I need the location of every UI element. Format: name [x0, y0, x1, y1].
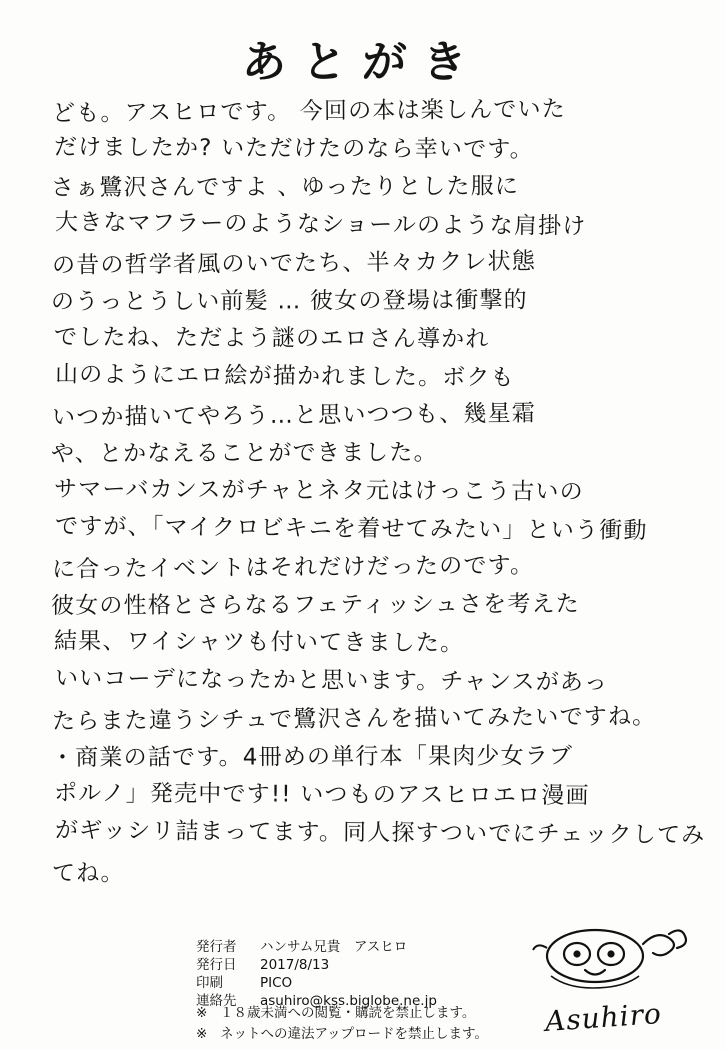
- colophon-row: [196, 956, 437, 974]
- author-signature: [517, 920, 707, 1040]
- body-line: に合ったイベントはそれだけだったのです。: [51, 552, 535, 583]
- body-line: たらまた違うシチュで鷺沢さんを描いてみたいですね。: [51, 703, 657, 735]
- colophon-label: 印刷: [196, 975, 223, 991]
- colophon-value: ハンサム兄貴 アスヒロ: [260, 939, 408, 955]
- body-line: の昔の哲学者風のいでたち、半々カクレ状態: [51, 248, 537, 279]
- body-line: でしたね、ただよう謎のエロさん導かれ: [53, 324, 490, 353]
- body-line: ですが、「マイクロビキニを着せてみたい」という衝動: [54, 513, 648, 545]
- body-line: ポルノ」発売中です!! いつものアスヒロエロ漫画: [53, 780, 590, 810]
- body-line: てね。: [51, 860, 125, 887]
- colophon-value: PICO: [260, 975, 293, 991]
- body-line: だけましたか? いただけたのなら幸いです。: [53, 134, 534, 163]
- notice-row: [196, 1003, 488, 1024]
- body-line: いつか描いてやろう…と思いつつも、幾星霜: [51, 400, 537, 431]
- page-title: あとがき: [240, 37, 484, 88]
- body-line: サマーバカンスがチャとネタ元はけっこう古いの: [53, 476, 584, 506]
- notice-row: [196, 1024, 488, 1045]
- body-line: がギッシリ詰まってます。同人探すついでにチェックしてみ: [54, 817, 706, 849]
- afterword-body: [50, 92, 706, 890]
- colophon: [196, 938, 437, 1010]
- body-line: ・商業の話です。4冊めの単行本「果肉少女ラブ: [50, 743, 574, 772]
- colophon-label: 発行者: [196, 939, 237, 955]
- colophon-label: 連絡先: [196, 993, 237, 1009]
- body-line: 彼女の性格とさらなるフェティッシュさを考えた: [50, 591, 580, 620]
- body-line: 山のようにエロ絵が描かれました。ボクも: [54, 361, 515, 392]
- body-line: さぁ鷺沢さんですよ 、ゆったりとした服に: [50, 173, 520, 202]
- body-line: ども。アスヒロです。 今回の本は楽しんでいた: [51, 96, 567, 127]
- colophon-row: [196, 938, 437, 956]
- colophon-label: 発行日: [196, 957, 237, 973]
- body-line: いいコーデになったかと思います。チャンスがあっ: [54, 665, 609, 696]
- body-line: のうっとうしい前髪 … 彼女の登場は衝撃的: [50, 287, 528, 316]
- colophon-value-email: asuhiro@kss.biglobe.ne.jp: [260, 993, 437, 1009]
- colophon-value: 2017/8/13: [260, 957, 330, 973]
- body-line: 大きなマフラーのようなショールのような肩掛け: [54, 209, 587, 240]
- body-line: 結果、ワイシャツも付いてきました。: [53, 628, 465, 657]
- notice-text: １８歳未満への閲覧・購読を禁止します。: [220, 1005, 476, 1021]
- notice-mark-icon: ※: [196, 1005, 208, 1021]
- notices: [196, 1003, 488, 1045]
- notice-mark-icon: ※: [196, 1026, 208, 1042]
- signature-name: Asuhiro: [543, 996, 663, 1039]
- body-line: や、とかなえることができました。: [50, 439, 438, 468]
- notice-text: ネットへの違法アップロードを禁止します。: [220, 1026, 488, 1042]
- colophon-row: [196, 974, 437, 992]
